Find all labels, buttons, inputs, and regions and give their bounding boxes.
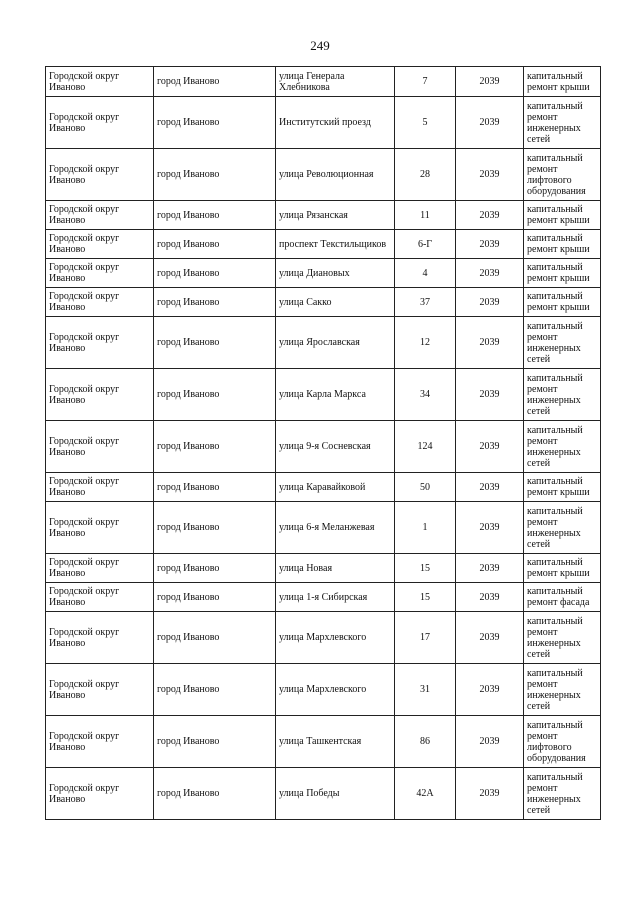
work-type-cell: капитальный ремонт инженерных сетей bbox=[524, 369, 601, 421]
year-cell: 2039 bbox=[456, 421, 524, 473]
city-cell: город Иваново bbox=[154, 288, 276, 317]
work-type-cell: капитальный ремонт инженерных сетей bbox=[524, 768, 601, 820]
year-cell: 2039 bbox=[456, 67, 524, 97]
street-cell: улица Каравайковой bbox=[276, 473, 395, 502]
district-cell: Городской округ Иваново bbox=[46, 288, 154, 317]
work-type-cell: капитальный ремонт крыши bbox=[524, 259, 601, 288]
table-row bbox=[46, 583, 601, 612]
street-cell: улица Ташкентская bbox=[276, 716, 395, 768]
house-number-cell: 7 bbox=[395, 67, 456, 97]
district-cell: Городской округ Иваново bbox=[46, 149, 154, 201]
year-cell: 2039 bbox=[456, 664, 524, 716]
work-type-cell: капитальный ремонт крыши bbox=[524, 67, 601, 97]
city-cell: город Иваново bbox=[154, 502, 276, 554]
table-row bbox=[46, 201, 601, 230]
city-cell: город Иваново bbox=[154, 768, 276, 820]
work-type-cell: капитальный ремонт крыши bbox=[524, 230, 601, 259]
district-cell: Городской округ Иваново bbox=[46, 421, 154, 473]
year-cell: 2039 bbox=[456, 317, 524, 369]
table-row bbox=[46, 716, 601, 768]
table-row bbox=[46, 473, 601, 502]
house-number-cell: 34 bbox=[395, 369, 456, 421]
year-cell: 2039 bbox=[456, 149, 524, 201]
repair-schedule-table bbox=[45, 66, 601, 820]
house-number-cell: 12 bbox=[395, 317, 456, 369]
district-cell: Городской округ Иваново bbox=[46, 612, 154, 664]
district-cell: Городской округ Иваново bbox=[46, 259, 154, 288]
year-cell: 2039 bbox=[456, 612, 524, 664]
city-cell: город Иваново bbox=[154, 421, 276, 473]
work-type-cell: капитальный ремонт инженерных сетей bbox=[524, 97, 601, 149]
street-cell: улица Ярославская bbox=[276, 317, 395, 369]
district-cell: Городской округ Иваново bbox=[46, 716, 154, 768]
work-type-cell: капитальный ремонт крыши bbox=[524, 554, 601, 583]
city-cell: город Иваново bbox=[154, 554, 276, 583]
street-cell: улица Мархлевского bbox=[276, 664, 395, 716]
work-type-cell: капитальный ремонт лифтового оборудования bbox=[524, 716, 601, 768]
work-type-cell: капитальный ремонт крыши bbox=[524, 473, 601, 502]
city-cell: город Иваново bbox=[154, 317, 276, 369]
district-cell: Городской округ Иваново bbox=[46, 473, 154, 502]
city-cell: город Иваново bbox=[154, 473, 276, 502]
year-cell: 2039 bbox=[456, 97, 524, 149]
work-type-cell: капитальный ремонт крыши bbox=[524, 201, 601, 230]
work-type-cell: капитальный ремонт инженерных сетей bbox=[524, 421, 601, 473]
work-type-cell: капитальный ремонт инженерных сетей bbox=[524, 317, 601, 369]
table-row bbox=[46, 149, 601, 201]
district-cell: Городской округ Иваново bbox=[46, 67, 154, 97]
house-number-cell: 4 bbox=[395, 259, 456, 288]
year-cell: 2039 bbox=[456, 230, 524, 259]
table-row bbox=[46, 288, 601, 317]
house-number-cell: 11 bbox=[395, 201, 456, 230]
table-row bbox=[46, 421, 601, 473]
city-cell: город Иваново bbox=[154, 259, 276, 288]
year-cell: 2039 bbox=[456, 502, 524, 554]
city-cell: город Иваново bbox=[154, 664, 276, 716]
house-number-cell: 37 bbox=[395, 288, 456, 317]
city-cell: город Иваново bbox=[154, 583, 276, 612]
city-cell: город Иваново bbox=[154, 612, 276, 664]
city-cell: город Иваново bbox=[154, 201, 276, 230]
year-cell: 2039 bbox=[456, 583, 524, 612]
district-cell: Городской округ Иваново bbox=[46, 230, 154, 259]
table-row bbox=[46, 259, 601, 288]
year-cell: 2039 bbox=[456, 768, 524, 820]
city-cell: город Иваново bbox=[154, 67, 276, 97]
house-number-cell: 124 bbox=[395, 421, 456, 473]
district-cell: Городской округ Иваново bbox=[46, 502, 154, 554]
work-type-cell: капитальный ремонт фасада bbox=[524, 583, 601, 612]
table-row bbox=[46, 664, 601, 716]
city-cell: город Иваново bbox=[154, 716, 276, 768]
table-row bbox=[46, 317, 601, 369]
house-number-cell: 42А bbox=[395, 768, 456, 820]
district-cell: Городской округ Иваново bbox=[46, 369, 154, 421]
house-number-cell: 86 bbox=[395, 716, 456, 768]
city-cell: город Иваново bbox=[154, 369, 276, 421]
house-number-cell: 1 bbox=[395, 502, 456, 554]
year-cell: 2039 bbox=[456, 554, 524, 583]
house-number-cell: 28 bbox=[395, 149, 456, 201]
street-cell: улица Новая bbox=[276, 554, 395, 583]
work-type-cell: капитальный ремонт лифтового оборудования bbox=[524, 149, 601, 201]
street-cell: проспект Текстильщиков bbox=[276, 230, 395, 259]
district-cell: Городской округ Иваново bbox=[46, 317, 154, 369]
city-cell: город Иваново bbox=[154, 149, 276, 201]
district-cell: Городской округ Иваново bbox=[46, 201, 154, 230]
work-type-cell: капитальный ремонт инженерных сетей bbox=[524, 612, 601, 664]
year-cell: 2039 bbox=[456, 473, 524, 502]
work-type-cell: капитальный ремонт инженерных сетей bbox=[524, 502, 601, 554]
street-cell: Институтский проезд bbox=[276, 97, 395, 149]
street-cell: улица 6-я Меланжевая bbox=[276, 502, 395, 554]
house-number-cell: 15 bbox=[395, 554, 456, 583]
street-cell: улица Сакко bbox=[276, 288, 395, 317]
table-row bbox=[46, 67, 601, 97]
street-cell: улица Мархлевского bbox=[276, 612, 395, 664]
district-cell: Городской округ Иваново bbox=[46, 583, 154, 612]
street-cell: улица 1-я Сибирская bbox=[276, 583, 395, 612]
house-number-cell: 15 bbox=[395, 583, 456, 612]
city-cell: город Иваново bbox=[154, 97, 276, 149]
city-cell: город Иваново bbox=[154, 230, 276, 259]
house-number-cell: 6-Г bbox=[395, 230, 456, 259]
table-row bbox=[46, 97, 601, 149]
house-number-cell: 17 bbox=[395, 612, 456, 664]
table-row bbox=[46, 554, 601, 583]
street-cell: улица Генерала Хлебникова bbox=[276, 67, 395, 97]
year-cell: 2039 bbox=[456, 201, 524, 230]
house-number-cell: 5 bbox=[395, 97, 456, 149]
page-number: 249 bbox=[310, 38, 330, 53]
district-cell: Городской округ Иваново bbox=[46, 97, 154, 149]
table-row bbox=[46, 502, 601, 554]
street-cell: улица Победы bbox=[276, 768, 395, 820]
year-cell: 2039 bbox=[456, 716, 524, 768]
work-type-cell: капитальный ремонт крыши bbox=[524, 288, 601, 317]
street-cell: улица Рязанская bbox=[276, 201, 395, 230]
work-type-cell: капитальный ремонт инженерных сетей bbox=[524, 664, 601, 716]
street-cell: улица Карла Маркса bbox=[276, 369, 395, 421]
district-cell: Городской округ Иваново bbox=[46, 554, 154, 583]
district-cell: Городской округ Иваново bbox=[46, 664, 154, 716]
house-number-cell: 31 bbox=[395, 664, 456, 716]
street-cell: улица Революционная bbox=[276, 149, 395, 201]
table-body bbox=[46, 67, 601, 820]
district-cell: Городской округ Иваново bbox=[46, 768, 154, 820]
table-row bbox=[46, 768, 601, 820]
street-cell: улица Диановых bbox=[276, 259, 395, 288]
house-number-cell: 50 bbox=[395, 473, 456, 502]
year-cell: 2039 bbox=[456, 288, 524, 317]
year-cell: 2039 bbox=[456, 369, 524, 421]
table-row bbox=[46, 230, 601, 259]
year-cell: 2039 bbox=[456, 259, 524, 288]
table-row bbox=[46, 612, 601, 664]
table-row bbox=[46, 369, 601, 421]
street-cell: улица 9-я Сосневская bbox=[276, 421, 395, 473]
